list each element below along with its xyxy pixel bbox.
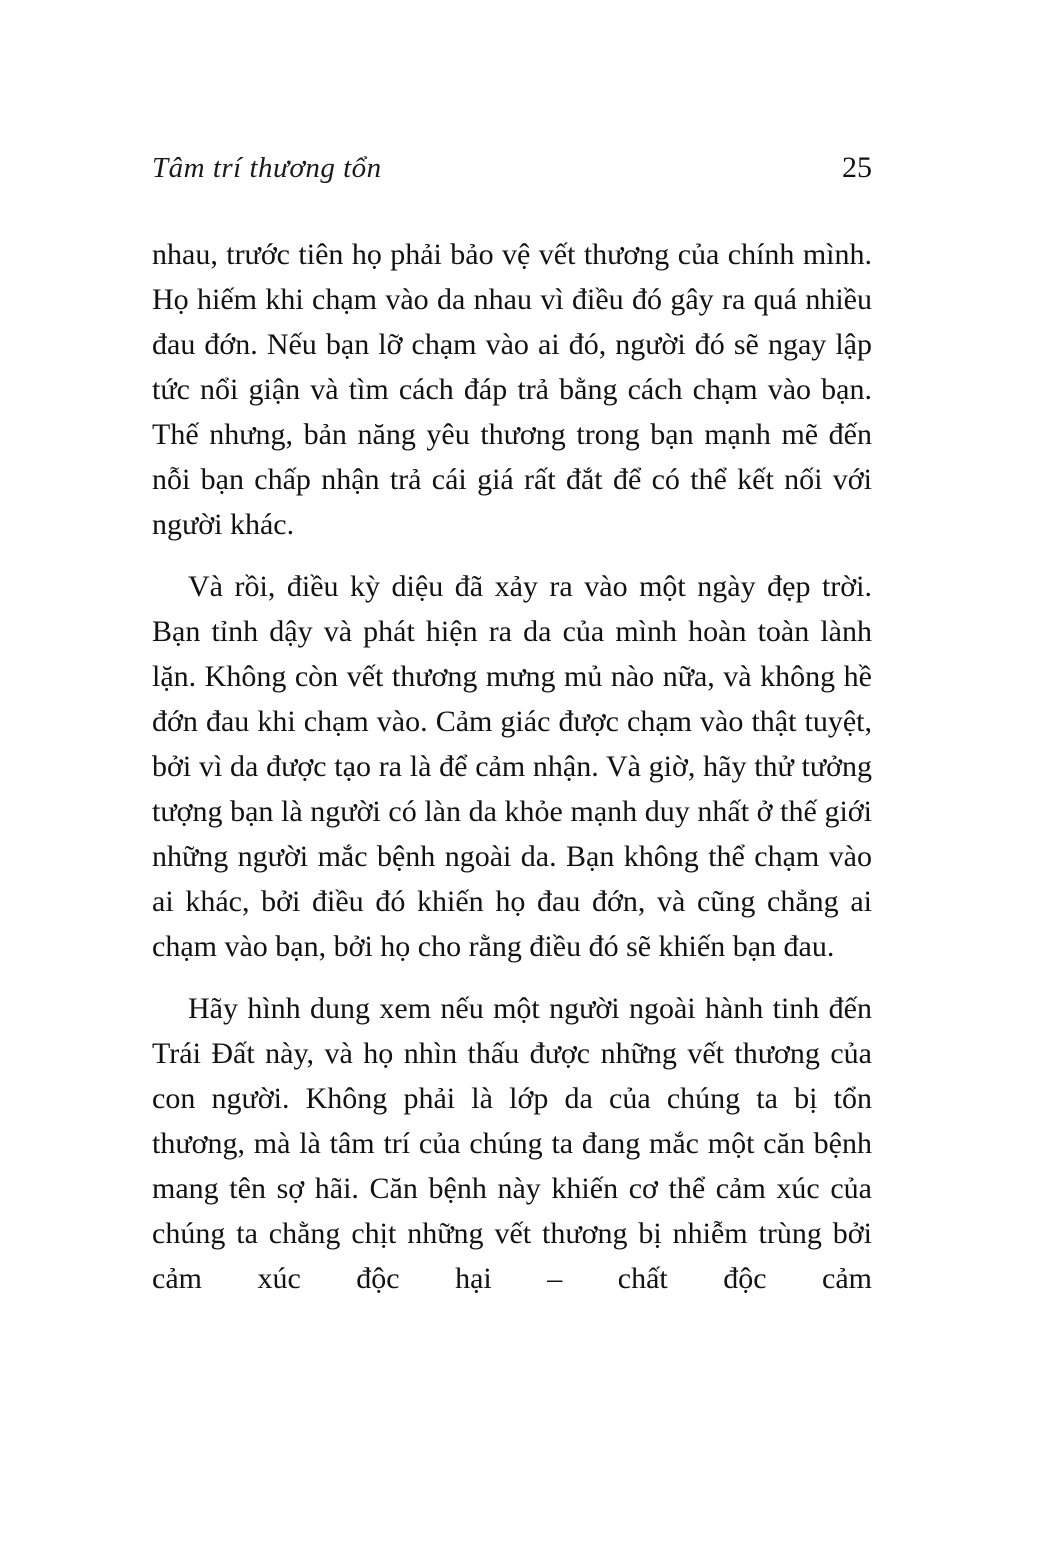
running-head: Tâm trí thương tổn: [152, 152, 382, 184]
body-text: [152, 232, 872, 1301]
paragraph: nhau, trước tiên họ phải bảo vệ vết thương của chính mình. Họ hiếm khi chạm vào da nhau vì điều đó gây ra quá nhiều đau đớn. Nếu bạn lỡ chạm vào ai đó, người đó sẽ ngay lập tức nổi giận và tìm cách đáp trả bằng cách chạm vào bạn. Thế nhưng, bản năng yêu thương trong bạn mạnh mẽ đến nỗi bạn chấp nhận trả cái giá rất đắt để có thể kết nối với người khác.: [152, 238, 872, 541]
paragraph: Và rồi, điều kỳ diệu đã xảy ra vào một ngày đẹp trời. Bạn tỉnh dậy và phát hiện ra da của mình hoàn toàn lành lặn. Không còn vết thương mưng mủ nào nữa, và không hề đớn đau khi chạm vào. Cảm giác được chạm vào thật tuyệt, bởi vì da được tạo ra là để cảm nhận. Và giờ, hãy thử tưởng tượng bạn là người có làn da khỏe mạnh duy nhất ở thế giới những người mắc bệnh ngoài da. Bạn không thể chạm vào ai khác, bởi điều đó khiến họ đau đớn, và cũng chẳng ai chạm vào bạn, bởi họ cho rằng điều đó sẽ khiến bạn đau.: [152, 570, 872, 963]
paragraph: Hãy hình dung xem nếu một người ngoài hành tinh đến Trái Đất này, và họ nhìn thấu được những vết thương của con người. Không phải là lớp da của chúng ta bị tổn thương, mà là tâm trí của chúng ta đang mắc một căn bệnh mang tên sợ hãi. Căn bệnh này khiến cơ thể cảm xúc của chúng ta chằng chịt những vết thương bị nhiễm trùng bởi cảm xúc độc hại – chất độc cảm: [152, 992, 872, 1295]
page-header: [152, 150, 872, 186]
page-number: 25: [842, 151, 872, 184]
